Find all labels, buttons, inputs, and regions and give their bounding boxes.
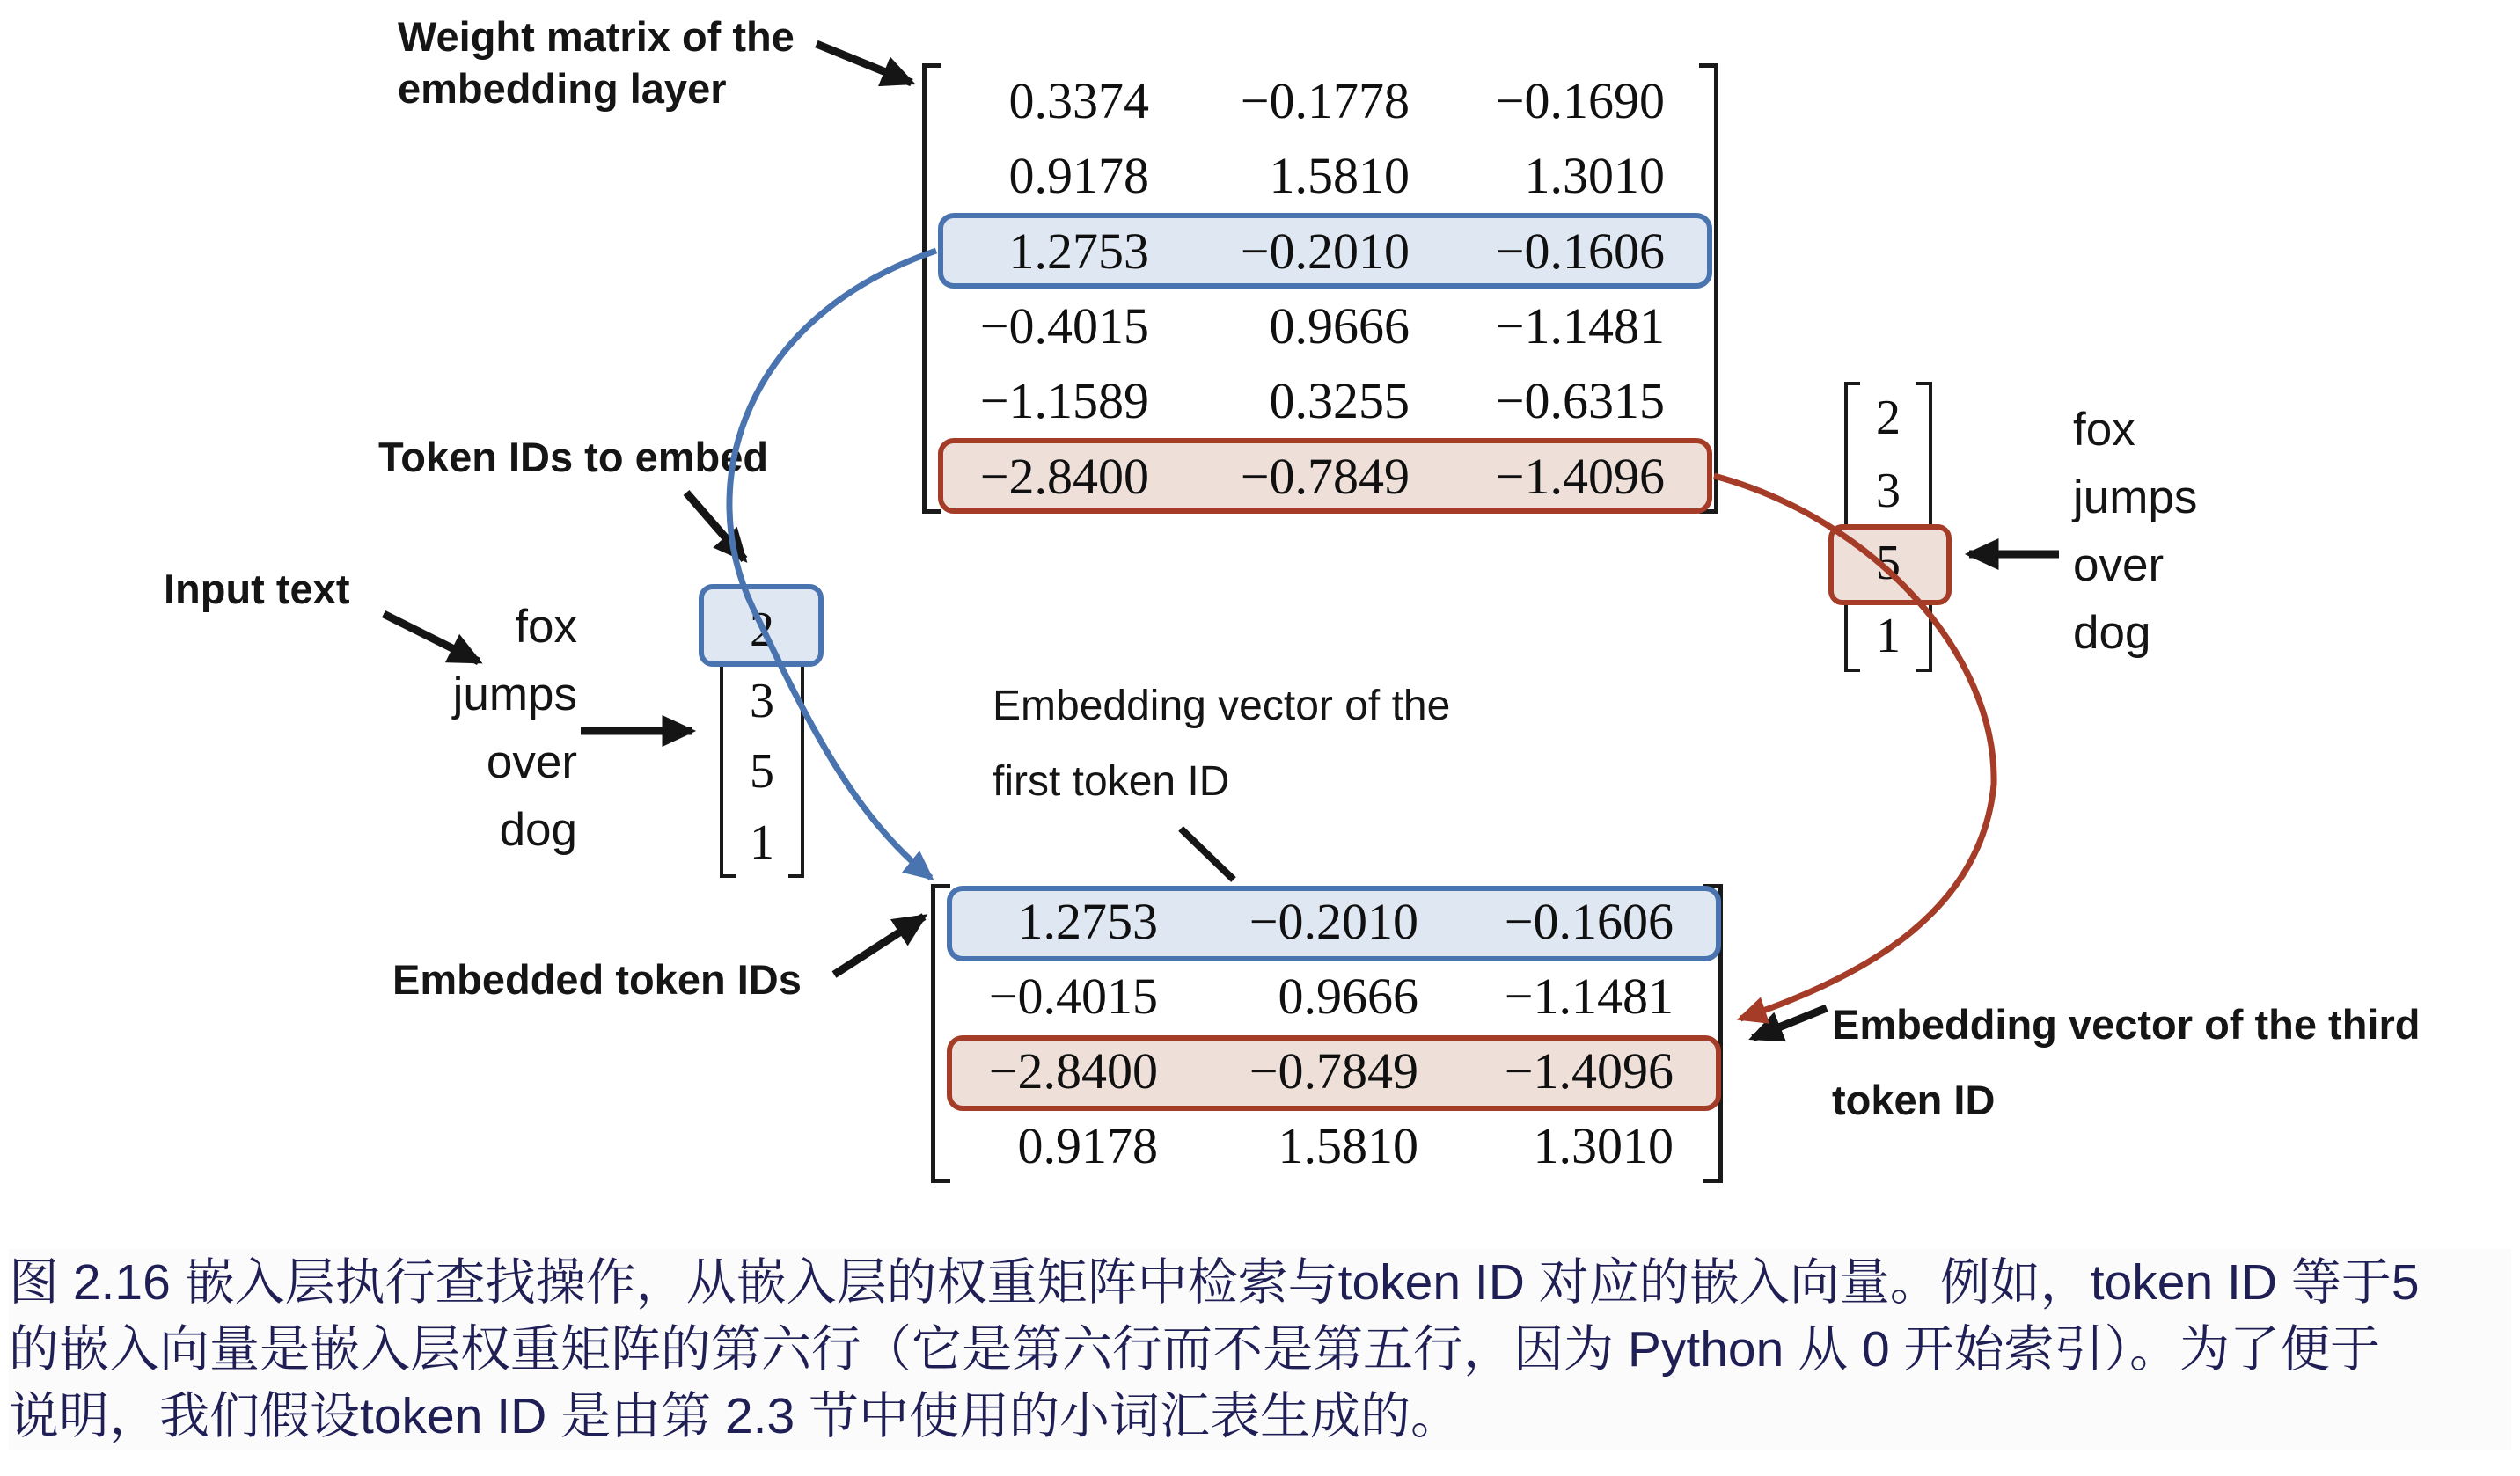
matrix-cell: −0.2010 (1240, 222, 1410, 280)
figure-caption (9, 1249, 2511, 1450)
matrix-cell: −0.1690 (1495, 72, 1665, 130)
caption-line: 说明，我们假设token ID 是由第 2.3 节中使用的小词汇表生成的。 (9, 1388, 1461, 1444)
token-id-values (720, 595, 804, 878)
token-id-vector-left (720, 595, 804, 878)
matrix-cell: −0.1606 (1504, 893, 1674, 950)
embedded-token-ids-label: Embedded token IDs (392, 956, 802, 1003)
matrix-cell: −0.4015 (979, 297, 1149, 355)
matrix-cell: −1.1589 (979, 372, 1149, 430)
word-jumps: jumps (452, 669, 577, 720)
weight-matrix-arrow (817, 44, 912, 83)
matrix-cell: −1.4096 (1495, 447, 1665, 505)
token-id: 1 (1876, 608, 1901, 663)
matrix-cell: −2.8400 (979, 447, 1149, 505)
word-dog: dog (2073, 607, 2151, 659)
token-id: 5 (750, 744, 774, 799)
weight-matrix-values (941, 63, 1694, 514)
matrix-cell: −0.2010 (1249, 893, 1418, 950)
weight-matrix-label: Weight matrix of the embedding layer (398, 13, 795, 112)
matrix-cell: −0.7849 (1249, 1042, 1418, 1100)
token-id: 5 (1876, 536, 1901, 590)
matrix-cell: −1.1481 (1495, 297, 1665, 355)
embedded-token-matrix (931, 884, 1723, 1183)
matrix-cell: 1.5810 (1269, 147, 1410, 205)
word-jumps: jumps (2073, 471, 2198, 523)
matrix-cell: 0.3374 (1008, 72, 1149, 130)
matrix-cell: 0.9178 (1017, 1117, 1158, 1174)
third-vector-arrow (1753, 1008, 1827, 1038)
token-ids-label: Token IDs to embed (378, 434, 769, 480)
word-over: over (486, 736, 577, 788)
matrix-cell: −0.1778 (1240, 72, 1410, 130)
embedding-vector-first-label: Embedding vector of the first token ID (993, 683, 1451, 805)
input-words-right (2073, 396, 2337, 667)
matrix-cell: −2.8400 (988, 1042, 1158, 1100)
matrix-cell: 0.9178 (1008, 147, 1149, 205)
token-id-vector-right (1844, 382, 1932, 672)
matrix-cell: 1.2753 (1008, 222, 1149, 280)
token-id: 3 (750, 673, 774, 728)
matrix-cell: −0.4015 (988, 968, 1158, 1025)
matrix-cell: 0.9666 (1278, 968, 1418, 1025)
token-ids-arrow (686, 493, 744, 559)
input-text-label: Input text (164, 566, 350, 612)
matrix-cell: −0.7849 (1240, 447, 1410, 505)
word-dog: dog (499, 804, 577, 856)
input-words-left (352, 593, 577, 864)
matrix-cell: 1.2753 (1017, 893, 1158, 950)
weight-matrix (922, 63, 1718, 514)
first-vector-leader-line (1181, 829, 1234, 880)
matrix-cell: −1.4096 (1504, 1042, 1674, 1100)
word-fox: fox (515, 601, 577, 653)
matrix-cell: 0.9666 (1269, 297, 1410, 355)
word-over: over (2073, 539, 2165, 591)
matrix-cell: 1.3010 (1533, 1117, 1674, 1174)
matrix-cell: 1.3010 (1524, 147, 1665, 205)
token-id: 3 (1876, 463, 1901, 518)
matrix-cell: −1.1481 (1504, 968, 1674, 1025)
token-id: 2 (750, 603, 774, 657)
matrix-cell: 1.5810 (1278, 1117, 1418, 1174)
caption-line: 的嵌入向量是嵌入层权重矩阵的第六行（它是第六行而不是第五行，因为 Python 从 0 开始索引）。为了便于 (9, 1321, 2381, 1377)
embedding-vector-third-label: Embedding vector of the third token ID (1832, 1001, 2421, 1123)
token-id: 2 (1876, 391, 1901, 445)
caption-line: 图 2.16 嵌入层执行查找操作，从嵌入层的权重矩阵中检索与token ID 对应的嵌入向量。例如，token ID 等于5 (9, 1254, 2420, 1311)
matrix-cell: 0.3255 (1269, 372, 1410, 430)
matrix-cell: −0.6315 (1495, 372, 1665, 430)
token-id-values (1844, 382, 1932, 672)
token-id: 1 (750, 815, 774, 870)
embedded-matrix-values (950, 884, 1698, 1183)
matrix-cell: −0.1606 (1495, 222, 1665, 280)
word-fox: fox (2073, 404, 2135, 456)
bracket-left (922, 63, 941, 514)
